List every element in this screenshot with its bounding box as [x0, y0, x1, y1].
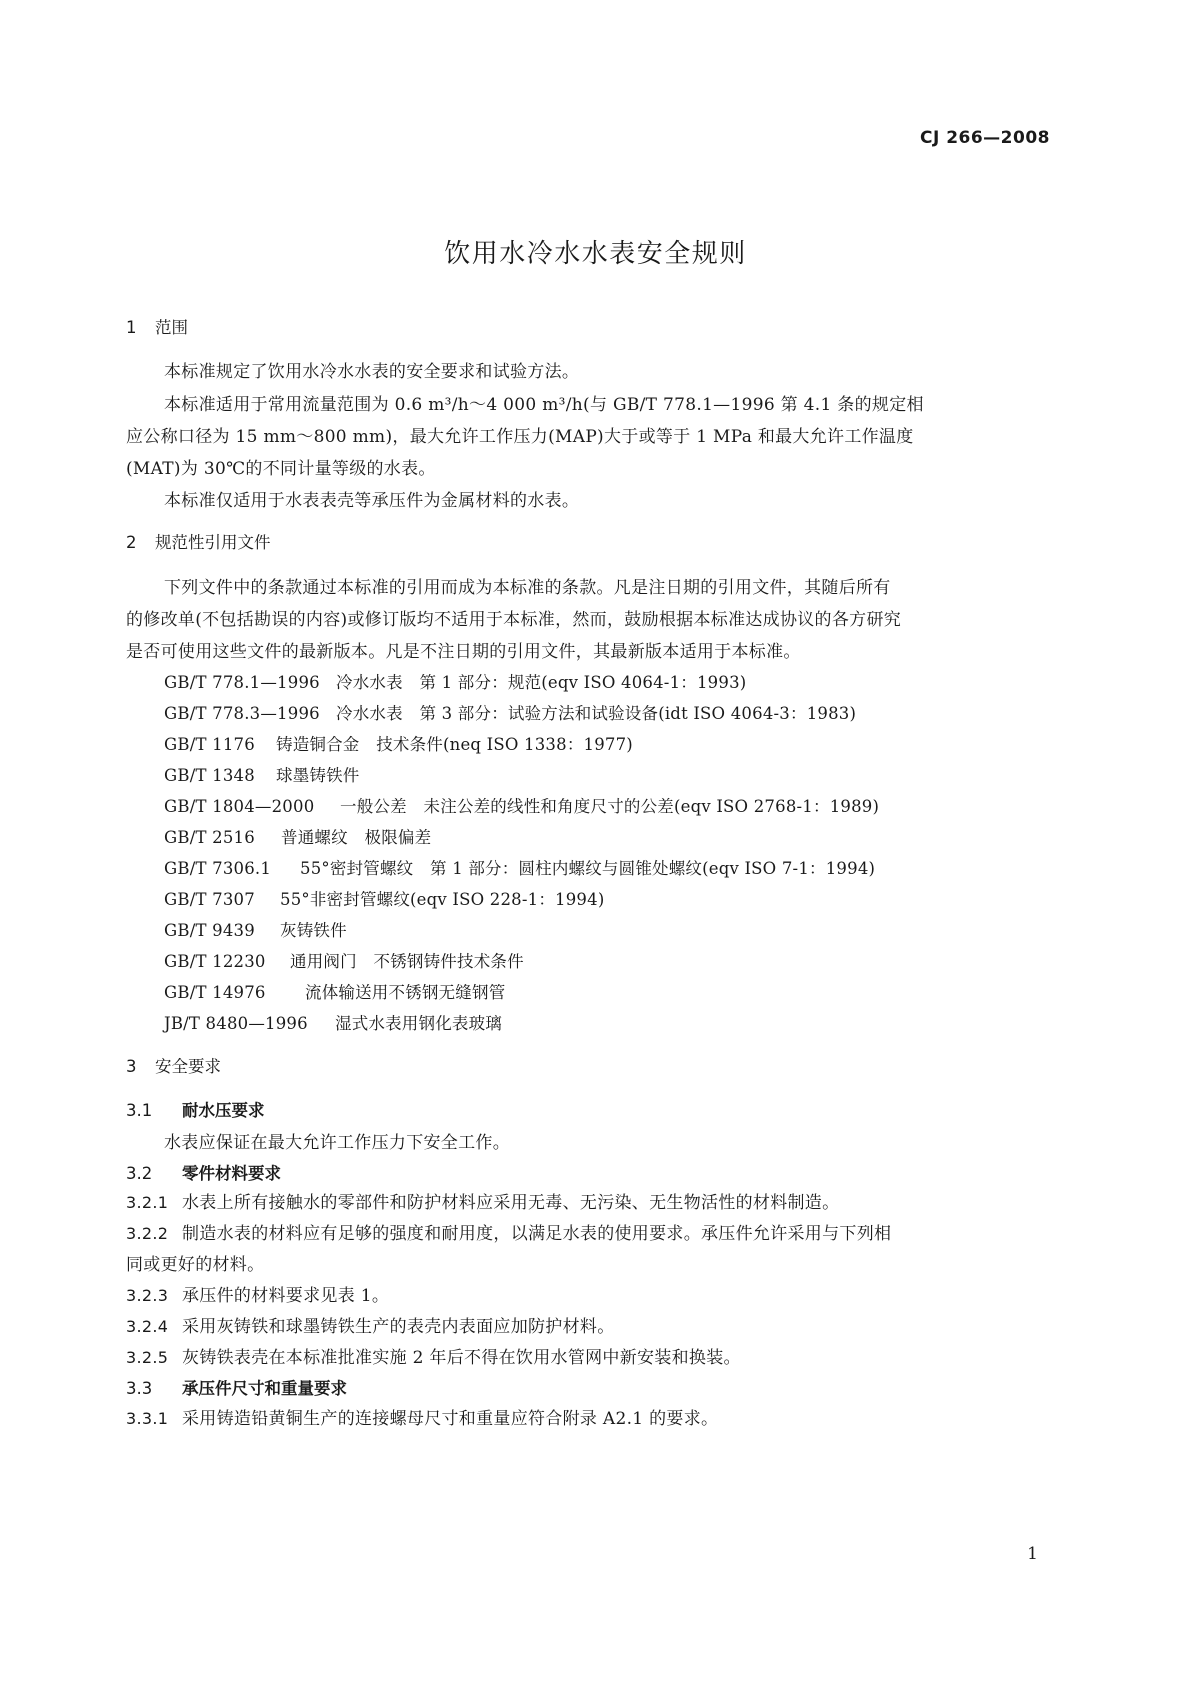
paragraph-line: 应公称口径为 15 mm～800 mm)，最大允许工作压力(MAP)大于或等于 1 MPa 和最大允许工作温度: [126, 427, 914, 447]
paragraph-line: 本标准适用于常用流量范围为 0.6 m³/h～4 000 m³/h(与 GB/T 778.1—1996 第 4.1 条的规定相: [164, 395, 924, 415]
reference-title: 一般公差 未注公差的线性和角度尺寸的公差(eqv ISO 2768-1：1989): [340, 797, 880, 816]
reference-title: 普通螺纹 极限偏差: [281, 828, 432, 847]
reference-title: 流体输送用不锈钢无缝钢管: [305, 983, 506, 1002]
paragraph-line: 的修改单(不包括勘误的内容)或修订版均不适用于本标准，然而，鼓励根据本标准达成协议的各方研究: [126, 610, 902, 630]
clause-3-2-5: [126, 1343, 741, 1368]
reference-item: [164, 669, 746, 693]
reference-item: [164, 917, 347, 941]
clause-number: 3.2.3: [126, 1286, 169, 1305]
page-number: 1: [1027, 1544, 1038, 1564]
reference-code: GB/T 778.1—1996: [164, 673, 320, 692]
clause-text-continuation: 同或更好的材料。: [126, 1255, 265, 1275]
section-title: 规范性引用文件: [155, 533, 271, 552]
clause-3-2-4: [126, 1312, 615, 1337]
reference-title: 55°非密封管螺纹(eqv ISO 228-1：1994): [280, 890, 605, 909]
section-title: 范围: [155, 318, 188, 337]
clause-text: 承压件的材料要求见表 1。: [182, 1286, 390, 1306]
reference-item: [164, 948, 524, 972]
clause-number: 3.3.1: [126, 1409, 169, 1428]
reference-item: [164, 762, 360, 786]
reference-item: [164, 979, 505, 1003]
reference-item: [164, 1010, 502, 1034]
reference-code: GB/T 2516: [164, 828, 255, 847]
paragraph-line: 下列文件中的条款通过本标准的引用而成为本标准的条款。凡是注日期的引用文件，其随后所有: [164, 578, 891, 598]
document-title: 饮用水冷水水表安全规则: [444, 239, 747, 269]
paragraph-line: (MAT)为 30℃的不同计量等级的水表。: [126, 459, 436, 479]
reference-title: 冷水水表 第 3 部分：试验方法和试验设备(idt ISO 4064-3：1983): [336, 704, 857, 723]
reference-item: [164, 793, 879, 817]
reference-code: GB/T 1176: [164, 735, 255, 754]
reference-title: 铸造铜合金 技术条件(neq ISO 1338：1977): [276, 735, 633, 754]
clause-3-3-1: [126, 1404, 718, 1429]
reference-title: 通用阀门 不锈钢铸件技术条件: [290, 952, 524, 971]
reference-code: JB/T 8480—1996: [164, 1014, 308, 1033]
clause-number: 3.2.4: [126, 1317, 169, 1336]
reference-title: 55°密封管螺纹 第 1 部分：圆柱内螺纹与圆锥处螺纹(eqv ISO 7-1：1994): [300, 859, 876, 878]
reference-code: GB/T 1348: [164, 766, 255, 785]
reference-item: [164, 855, 875, 879]
subsection-number: 3.3: [126, 1379, 153, 1398]
paragraph: 本标准仅适用于水表表壳等承压件为金属材料的水表。: [164, 491, 580, 511]
paragraph: 水表应保证在最大允许工作压力下安全工作。: [164, 1133, 510, 1153]
paragraph: 本标准规定了饮用水冷水水表的安全要求和试验方法。: [164, 362, 580, 382]
subsection-title: 耐水压要求: [182, 1101, 265, 1120]
standard-code: CJ 266—2008: [919, 128, 1050, 148]
subsection-3-1-heading: [126, 1097, 265, 1121]
section-title: 安全要求: [155, 1057, 221, 1076]
subsection-number: 3.1: [126, 1101, 153, 1120]
reference-title: 湿式水表用钢化表玻璃: [335, 1014, 502, 1033]
reference-code: GB/T 7307: [164, 890, 255, 909]
clause-number: 3.2.1: [126, 1193, 169, 1212]
clause-text: 采用灰铸铁和球墨铸铁生产的表壳内表面应加防护材料。: [182, 1317, 615, 1337]
clause-3-2-3: [126, 1281, 389, 1306]
subsection-3-3-heading: [126, 1375, 347, 1399]
subsection-number: 3.2: [126, 1164, 153, 1183]
section-1-heading: [126, 314, 188, 338]
clause-number: 3.2.2: [126, 1224, 169, 1243]
reference-code: GB/T 9439: [164, 921, 255, 940]
section-number: 1: [126, 318, 137, 337]
reference-title: 球墨铸铁件: [276, 766, 360, 785]
clause-3-2-2: [126, 1219, 891, 1244]
subsection-title: 承压件尺寸和重量要求: [182, 1379, 347, 1398]
reference-code: GB/T 12230: [164, 952, 266, 971]
clause-text: 灰铸铁表壳在本标准批准实施 2 年后不得在饮用水管网中新安装和换装。: [182, 1348, 741, 1368]
reference-code: GB/T 778.3—1996: [164, 704, 320, 723]
section-number: 2: [126, 533, 137, 552]
reference-item: [164, 824, 431, 848]
subsection-3-2-heading: [126, 1160, 281, 1184]
reference-title: 冷水水表 第 1 部分：规范(eqv ISO 4064-1：1993): [336, 673, 747, 692]
reference-code: GB/T 1804—2000: [164, 797, 315, 816]
reference-item: [164, 700, 856, 724]
subsection-title: 零件材料要求: [182, 1164, 281, 1183]
reference-code: GB/T 7306.1: [164, 859, 272, 878]
clause-text: 采用铸造铅黄铜生产的连接螺母尺寸和重量应符合附录 A2.1 的要求。: [182, 1409, 719, 1429]
paragraph-line: 是否可使用这些文件的最新版本。凡是不注日期的引用文件，其最新版本适用于本标准。: [126, 642, 801, 662]
reference-code: GB/T 14976: [164, 983, 266, 1002]
clause-text: 制造水表的材料应有足够的强度和耐用度，以满足水表的使用要求。承压件允许采用与下列相: [182, 1224, 892, 1244]
reference-title: 灰铸铁件: [280, 921, 347, 940]
reference-item: [164, 886, 604, 910]
clause-text: 水表上所有接触水的零部件和防护材料应采用无毒、无污染、无生物活性的材料制造。: [182, 1193, 840, 1213]
clause-3-2-1: [126, 1188, 839, 1213]
section-3-heading: [126, 1053, 221, 1077]
section-2-heading: [126, 529, 271, 553]
reference-item: [164, 731, 633, 755]
section-number: 3: [126, 1057, 137, 1076]
clause-number: 3.2.5: [126, 1348, 169, 1367]
